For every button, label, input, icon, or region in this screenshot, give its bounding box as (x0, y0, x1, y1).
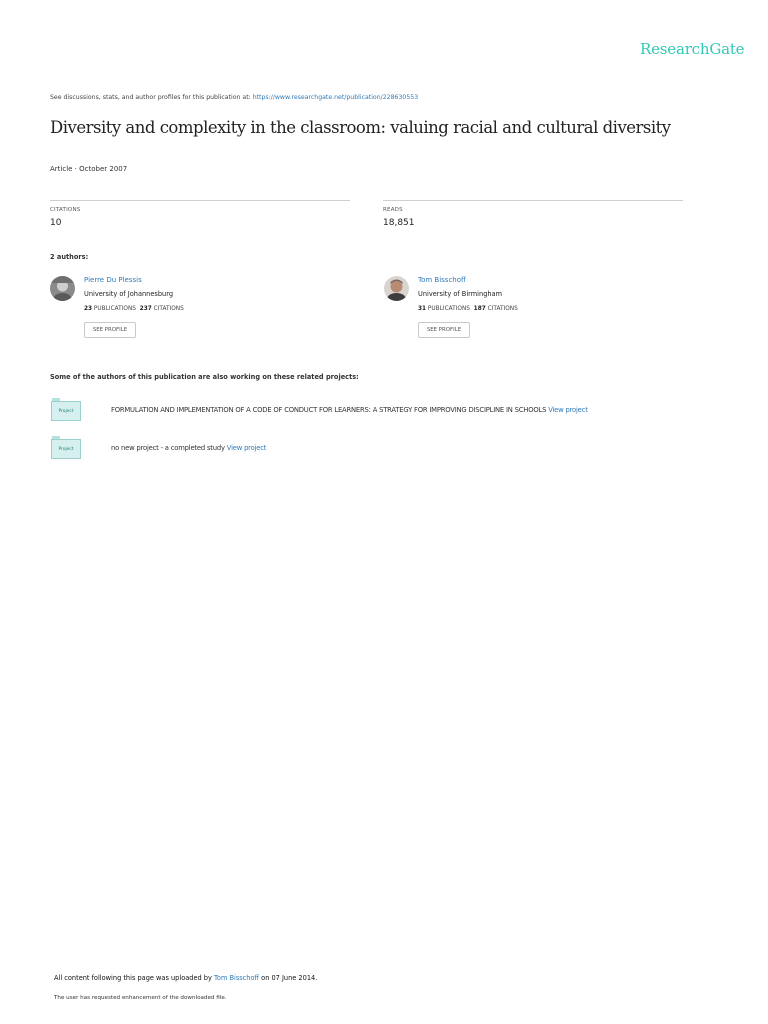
related-projects-heading: Some of the authors of this publication are also working on these related projects: (50, 373, 359, 381)
citations-label: CITATIONS (153, 306, 184, 312)
project-badge: Project (51, 401, 81, 421)
discussion-text: See discussions, stats, and author profiles for this publication at: (50, 94, 253, 101)
publications-count: 31 (418, 306, 427, 312)
author-name-link[interactable]: Pierre Du Plessis (84, 276, 142, 284)
project-item (111, 406, 588, 414)
discussion-line (50, 94, 418, 101)
author-avatar[interactable] (50, 276, 75, 301)
project-item (111, 444, 266, 452)
article-title: Diversity and complexity in the classroom: valuing racial and cultural diversity (50, 118, 671, 137)
citations-count: 237 (139, 306, 152, 312)
citations-label: CITATIONS (487, 306, 518, 312)
publications-count: 23 (84, 306, 93, 312)
citations-value: 10 (50, 218, 62, 228)
project-title: no new project - a completed study (111, 444, 225, 452)
authors-heading: 2 authors: (50, 253, 89, 261)
publications-label: PUBLICATIONS (427, 306, 470, 312)
upload-note (54, 974, 317, 982)
citations-divider (50, 200, 350, 201)
publications-label: PUBLICATIONS (93, 306, 136, 312)
author-avatar[interactable] (384, 276, 409, 301)
citations-count: 187 (473, 306, 486, 312)
avatar-photo-icon (50, 276, 75, 301)
author-institution: University of Birmingham (418, 290, 503, 298)
see-profile-button[interactable]: SEE PROFILE (84, 322, 136, 338)
author-institution: University of Johannesburg (84, 290, 174, 298)
citations-label: CITATIONS (50, 207, 81, 213)
view-project-link[interactable]: View project (226, 444, 267, 452)
reads-divider (383, 200, 683, 201)
see-profile-button[interactable]: SEE PROFILE (418, 322, 470, 338)
publication-url-link[interactable]: https://www.researchgate.net/publication/228630553 (252, 94, 419, 101)
author-stats (418, 306, 518, 312)
upload-prefix: All content following this page was uploaded by (54, 974, 214, 982)
enhancement-note: The user has requested enhancement of the downloaded file. (54, 995, 227, 1001)
reads-label: READS (383, 207, 403, 213)
view-project-link[interactable]: View project (548, 406, 588, 414)
author-stats (84, 306, 184, 312)
uploader-link[interactable]: Tom Bisschoff (214, 974, 260, 982)
project-badge: Project (51, 439, 81, 459)
author-name-link[interactable]: Tom Bisschoff (418, 276, 466, 284)
upload-suffix: on 07 June 2014. (259, 974, 318, 982)
reads-value: 18,851 (383, 218, 415, 228)
article-meta: Article · October 2007 (50, 165, 128, 173)
project-title: FORMULATION AND IMPLEMENTATION OF A CODE OF CONDUCT FOR LEARNERS: A STRATEGY FOR IMPROVING DISCIPLINE IN SCHOOLS (111, 406, 547, 414)
avatar-photo-icon (384, 276, 409, 301)
researchgate-logo[interactable]: ResearchGate (640, 40, 745, 58)
